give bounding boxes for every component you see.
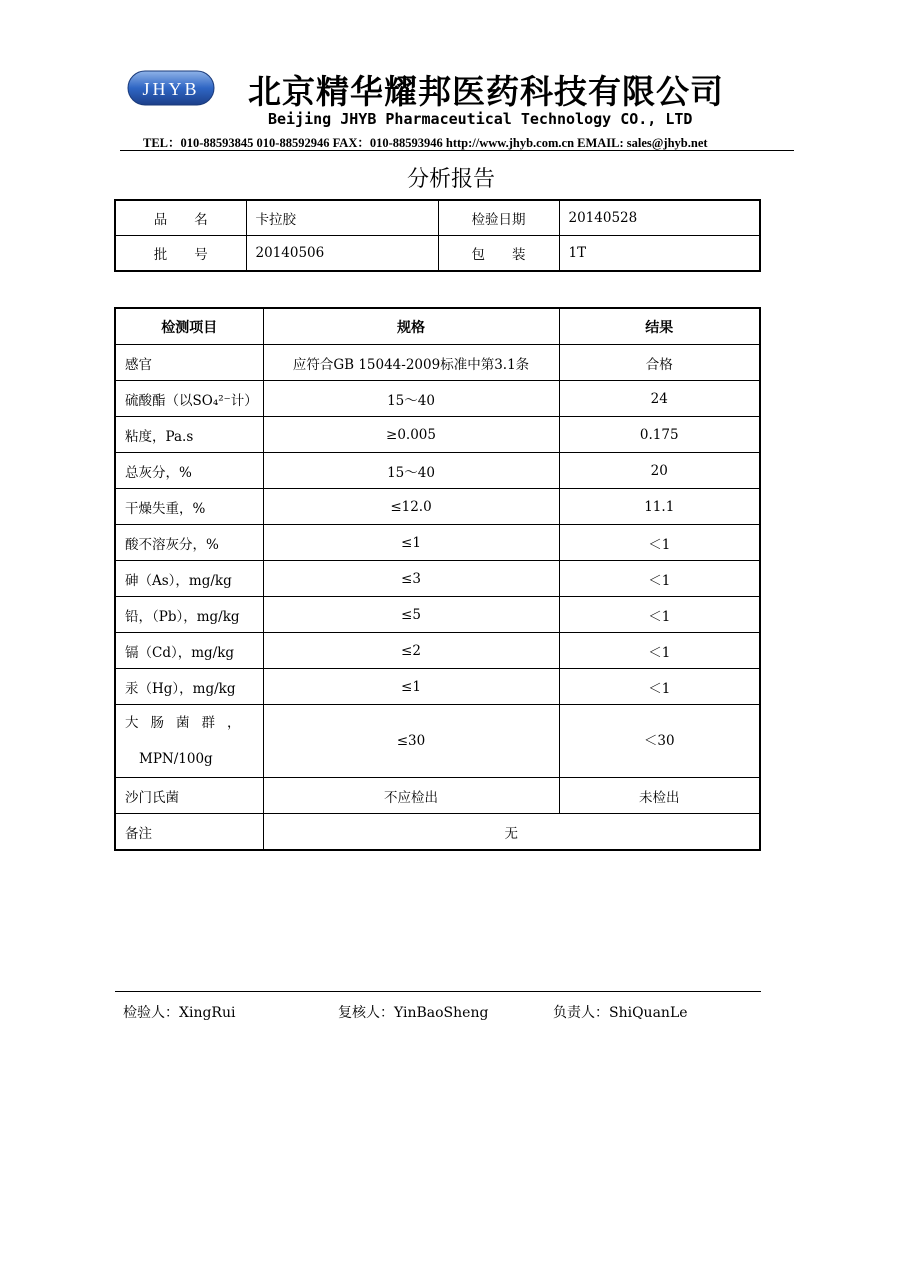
header-spec: 规格 [263, 308, 559, 345]
remark-row [115, 814, 760, 851]
row-item: 沙门氏菌 [115, 778, 263, 814]
row-spec: ≤12.0 [263, 489, 559, 525]
footer-divider [115, 991, 761, 992]
table-row [115, 345, 760, 381]
batch-value: 20140506 [246, 236, 438, 272]
row-item [115, 705, 263, 778]
row-item: 干燥失重，% [115, 489, 263, 525]
row-spec: ≤5 [263, 597, 559, 633]
row-spec: ≥0.005 [263, 417, 559, 453]
info-table [114, 199, 761, 272]
row-result: ＜1 [559, 633, 760, 669]
product-label: 品 名 [115, 200, 246, 236]
row-spec: 应符合GB 15044-2009标准中第3.1条 [263, 345, 559, 381]
table-row [115, 561, 760, 597]
date-label: 检验日期 [438, 200, 559, 236]
row-result: 0.175 [559, 417, 760, 453]
info-row [115, 200, 760, 236]
row-result: ＜1 [559, 669, 760, 705]
row-result: ＜30 [559, 705, 760, 778]
header-divider [120, 150, 794, 151]
row-result: 11.1 [559, 489, 760, 525]
table-header-row [115, 308, 760, 345]
row-spec: ≤1 [263, 525, 559, 561]
row-result: ＜1 [559, 525, 760, 561]
row-item: 汞（Hg），mg/kg [115, 669, 263, 705]
table-row [115, 597, 760, 633]
package-label: 包 装 [438, 236, 559, 272]
inspector-signature: 检验人：XingRui [123, 1005, 236, 1021]
row-result: ＜1 [559, 561, 760, 597]
remark-value: 无 [263, 814, 760, 851]
row-spec: ≤3 [263, 561, 559, 597]
row-item: 酸不溶灰分，% [115, 525, 263, 561]
contact-line: TEL：010-88593845 010-88592946 FAX：010-88593946 http://www.jhyb.com.cn EMAIL: sales@jhyb.net [143, 136, 708, 150]
row-item: 硫酸酯（以SO₄²⁻计） [115, 381, 263, 417]
row-item-line1: 大肠菌群， [125, 715, 253, 731]
info-row [115, 236, 760, 272]
table-row [115, 633, 760, 669]
row-spec: 不应检出 [263, 778, 559, 814]
table-row [115, 778, 760, 814]
remark-label: 备注 [115, 814, 263, 851]
company-logo [127, 70, 215, 106]
row-spec: 15～40 [263, 381, 559, 417]
reviewer-signature: 复核人：YinBaoSheng [338, 1005, 489, 1021]
table-row [115, 705, 760, 778]
row-item: 砷（As），mg/kg [115, 561, 263, 597]
row-spec: ≤2 [263, 633, 559, 669]
row-result: ＜1 [559, 597, 760, 633]
table-row [115, 381, 760, 417]
header-result: 结果 [559, 308, 760, 345]
row-item: 感官 [115, 345, 263, 381]
row-item: 粘度，Pa.s [115, 417, 263, 453]
company-name-cn: 北京精华耀邦医药科技有限公司 [248, 72, 724, 111]
date-value: 20140528 [559, 200, 760, 236]
table-row [115, 417, 760, 453]
row-spec: ≤1 [263, 669, 559, 705]
package-value: 1T [559, 236, 760, 272]
header-item: 检测项目 [115, 308, 263, 345]
row-result: 20 [559, 453, 760, 489]
table-row [115, 525, 760, 561]
product-value: 卡拉胶 [246, 200, 438, 236]
row-result: 合格 [559, 345, 760, 381]
row-item: 总灰分，% [115, 453, 263, 489]
row-spec: ≤30 [263, 705, 559, 778]
row-result: 未检出 [559, 778, 760, 814]
batch-label: 批 号 [115, 236, 246, 272]
table-row [115, 489, 760, 525]
table-row [115, 669, 760, 705]
results-table [114, 307, 761, 851]
logo-text: JHYB [142, 79, 200, 99]
responsible-signature: 负责人：ShiQuanLe [553, 1005, 688, 1021]
row-item: 铅，（Pb），mg/kg [115, 597, 263, 633]
row-item: 镉（Cd），mg/kg [115, 633, 263, 669]
row-item-line2: MPN/100g [139, 751, 213, 767]
row-spec: 15～40 [263, 453, 559, 489]
row-result: 24 [559, 381, 760, 417]
table-row [115, 453, 760, 489]
company-name-en: Beijing JHYB Pharmaceutical Technology CO., LTD [268, 110, 693, 128]
report-title: 分析报告 [406, 167, 495, 192]
